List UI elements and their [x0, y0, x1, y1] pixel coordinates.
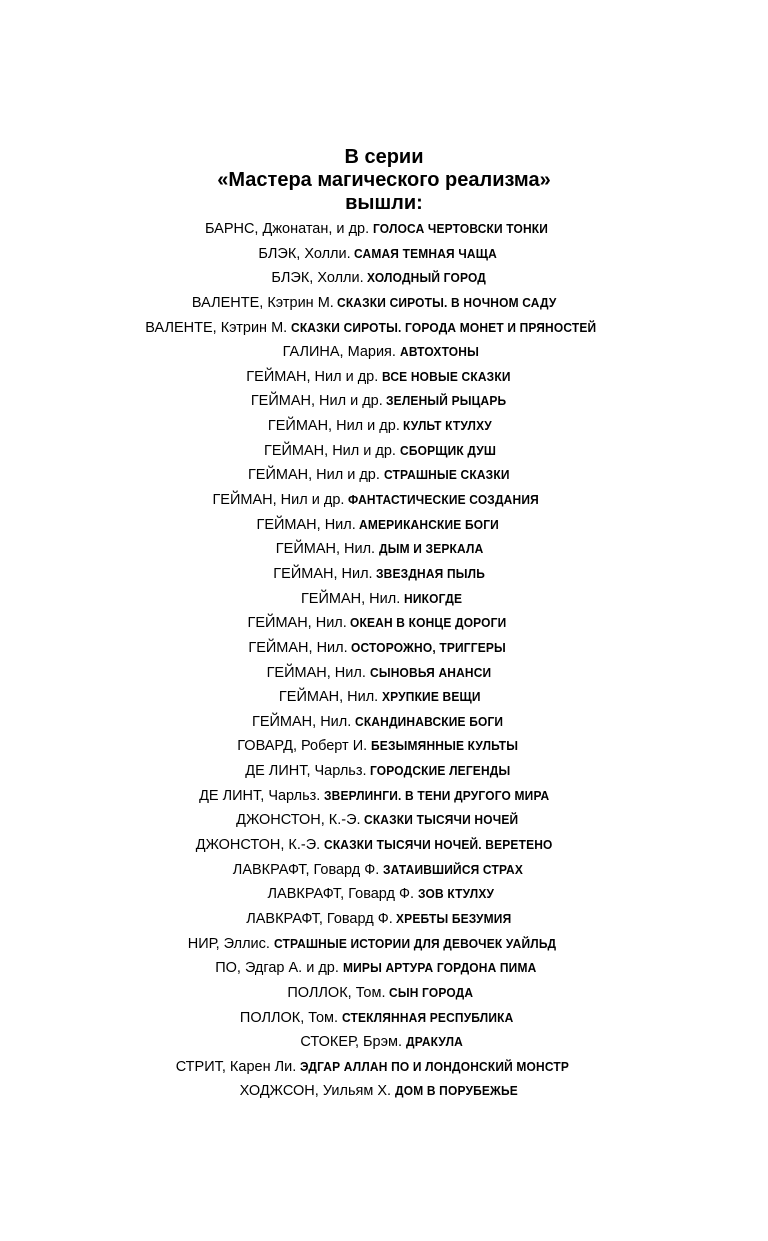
book-author: ГЕЙМАН, Нил и др.	[250, 393, 383, 410]
book-title: МИРЫ АРТУРА ГОРДОНА ПИМА	[342, 960, 536, 976]
book-author: ЛАВКРАФТ, Говард Ф.	[267, 886, 415, 903]
book-entry	[0, 759, 768, 784]
book-title: СТЕКЛЯННАЯ РЕСПУБЛИКА	[341, 1009, 514, 1025]
book-title: АМЕРИКАНСКИЕ БОГИ	[359, 516, 500, 532]
book-title: ЗАТАИВШИЙСЯ СТРАХ	[382, 861, 524, 877]
book-title: СКАНДИНАВСКИЕ БОГИ	[354, 713, 504, 729]
book-entry	[0, 932, 768, 957]
book-author: ДЕ ЛИНТ, Чарльз.	[245, 763, 367, 780]
book-title: ДРАКУЛА	[405, 1034, 463, 1050]
book-title: СЫНОВЬЯ АНАНСИ	[369, 664, 491, 680]
book-author: ДЖОНСТОН, К.-Э.	[195, 837, 321, 854]
book-author: ПО, Эдгар А. и др.	[215, 960, 339, 977]
book-author: ВАЛЕНТЕ, Кэтрин М.	[145, 319, 288, 336]
book-author: ЛАВКРАФТ, Говард Ф.	[246, 910, 393, 927]
book-author: СТОКЕР, Брэм.	[300, 1034, 402, 1051]
book-author: ДЕ ЛИНТ, Чарльз.	[199, 787, 321, 804]
book-entry	[0, 710, 768, 735]
book-entry	[0, 661, 768, 686]
book-author: ГЕЙМАН, Нил.	[273, 565, 373, 582]
book-author: ГЕЙМАН, Нил и др.	[246, 368, 379, 385]
series-heading	[0, 146, 768, 215]
book-author: СТРИТ, Карен Ли.	[175, 1058, 297, 1075]
book-title: НИКОГДЕ	[403, 590, 462, 606]
book-entry	[0, 636, 768, 661]
book-author: ВАЛЕНТЕ, Кэтрин М.	[191, 294, 334, 311]
book-title: СЫН ГОРОДА	[389, 984, 474, 1000]
book-entry	[0, 463, 768, 488]
book-author: ГОВАРД, Роберт И.	[237, 738, 368, 755]
book-author: ПОЛЛОК, Том.	[287, 984, 386, 1001]
book-author: ГЕЙМАН, Нил и др.	[247, 467, 380, 484]
book-entry	[0, 1079, 768, 1104]
book-author: ГЕЙМАН, Нил.	[248, 639, 348, 656]
book-entry	[0, 488, 768, 513]
book-author: БЛЭК, Холли.	[271, 270, 364, 287]
book-title: СТРАШНЫЕ СКАЗКИ	[383, 467, 510, 483]
book-entry	[0, 907, 768, 932]
book-title: ФАНТАСТИЧЕСКИЕ СОЗДАНИЯ	[348, 492, 539, 508]
book-author: ДЖОНСТОН, К.-Э.	[236, 812, 361, 829]
book-entry	[0, 587, 768, 612]
book-title: СКАЗКИ СИРОТЫ. В НОЧНОМ САДУ	[337, 294, 557, 310]
book-entry	[0, 316, 768, 341]
book-author: ГЕЙМАН, Нил.	[256, 516, 356, 533]
book-author: ГЕЙМАН, Нил.	[247, 615, 347, 632]
book-title: САМАЯ ТЕМНАЯ ЧАЩА	[354, 245, 498, 261]
book-title: ДОМ В ПОРУБЕЖЬЕ	[394, 1083, 518, 1099]
book-entry	[0, 291, 768, 316]
book-title: СТРАШНЫЕ ИСТОРИИ ДЛЯ ДЕВОЧЕК УАЙЛЬД	[273, 935, 556, 951]
heading-line-3: вышли:	[345, 192, 423, 214]
book-author: ГЕЙМАН, Нил.	[300, 590, 401, 607]
book-entry	[0, 956, 768, 981]
book-author: ГЕЙМАН, Нил и др.	[267, 418, 400, 435]
book-author: ГЕЙМАН, Нил.	[266, 664, 366, 681]
book-title: БЕЗЫМЯННЫЕ КУЛЬТЫ	[370, 738, 518, 754]
book-title: АВТОХТОНЫ	[399, 344, 479, 360]
book-author: ГЕЙМАН, Нил.	[251, 713, 352, 730]
book-title: ОСТОРОЖНО, ТРИГГЕРЫ	[351, 639, 507, 655]
series-name: «Мастера магического реализма»	[217, 169, 551, 191]
book-title: ГОРОДСКИЕ ЛЕГЕНДЫ	[370, 763, 511, 779]
book-author: НИР, Эллис.	[187, 935, 270, 952]
book-entry	[0, 784, 768, 809]
book-title: СКАЗКИ СИРОТЫ. ГОРОДА МОНЕТ И ПРЯНОСТЕЙ	[290, 319, 597, 335]
book-author: БАРНС, Джонатан, и др.	[204, 221, 370, 237]
book-entry	[0, 242, 768, 267]
book-title: ОКЕАН В КОНЦЕ ДОРОГИ	[350, 615, 507, 631]
book-list	[0, 217, 768, 1104]
book-entry	[0, 266, 768, 291]
book-author: ЛАВКРАФТ, Говард Ф.	[232, 861, 380, 878]
book-title: ЭДГАР АЛЛАН ПО И ЛОНДОНСКИЙ МОНСТР	[299, 1058, 569, 1074]
book-title: ЗОВ КТУЛХУ	[417, 886, 494, 902]
book-title: СБОРЩИК ДУШ	[399, 442, 496, 458]
book-title: ДЫМ И ЗЕРКАЛА	[378, 541, 484, 557]
book-title: ГОЛОСА ЧЕРТОВСКИ ТОНКИ	[372, 221, 548, 236]
book-title: ВСЕ НОВЫЕ СКАЗКИ	[381, 368, 511, 384]
book-entry	[0, 562, 768, 587]
book-entry	[0, 685, 768, 710]
book-entry	[0, 439, 768, 464]
book-entry	[0, 1055, 768, 1080]
book-title: ЗЕЛЕНЫЙ РЫЦАРЬ	[386, 393, 507, 409]
book-title: ХОЛОДНЫЙ ГОРОД	[367, 270, 487, 286]
book-entry	[0, 389, 768, 414]
book-title: ЗВЕЗДНАЯ ПЫЛЬ	[376, 565, 486, 581]
book-author: ГЕЙМАН, Нил и др.	[263, 442, 396, 459]
book-entry	[0, 858, 768, 883]
book-title: СКАЗКИ ТЫСЯЧИ НОЧЕЙ	[364, 812, 519, 828]
book-entry	[0, 217, 768, 242]
book-title: ЗВЕРЛИНГИ. В ТЕНИ ДРУГОГО МИРА	[323, 787, 550, 803]
book-author: БЛЭК, Холли.	[258, 245, 351, 262]
book-entry	[0, 414, 768, 439]
book-title: КУЛЬТ КТУЛХУ	[403, 418, 493, 434]
book-entry	[0, 981, 768, 1006]
book-entry	[0, 734, 768, 759]
book-title: СКАЗКИ ТЫСЯЧИ НОЧЕЙ. ВЕРЕТЕНО	[323, 837, 553, 853]
book-entry	[0, 537, 768, 562]
book-author: ХОДЖСОН, Уильям Х.	[239, 1083, 392, 1100]
book-entry	[0, 1030, 768, 1055]
book-entry	[0, 611, 768, 636]
book-entry	[0, 882, 768, 907]
book-entry	[0, 340, 768, 365]
book-entry	[0, 365, 768, 390]
book-entry	[0, 808, 768, 833]
book-title: ХРУПКИЕ ВЕЩИ	[381, 689, 481, 705]
book-entry	[0, 833, 768, 858]
book-entry	[0, 513, 768, 538]
book-entry	[0, 1006, 768, 1031]
book-author: ГЕЙМАН, Нил.	[278, 689, 379, 706]
book-author: ГЕЙМАН, Нил и др.	[212, 492, 345, 509]
heading-line-1: В серии	[344, 146, 424, 168]
book-author: ПОЛЛОК, Том.	[239, 1009, 339, 1026]
book-title: ХРЕБТЫ БЕЗУМИЯ	[396, 910, 512, 926]
book-author: ГАЛИНА, Мария.	[282, 344, 396, 361]
book-author: ГЕЙМАН, Нил.	[275, 541, 376, 558]
